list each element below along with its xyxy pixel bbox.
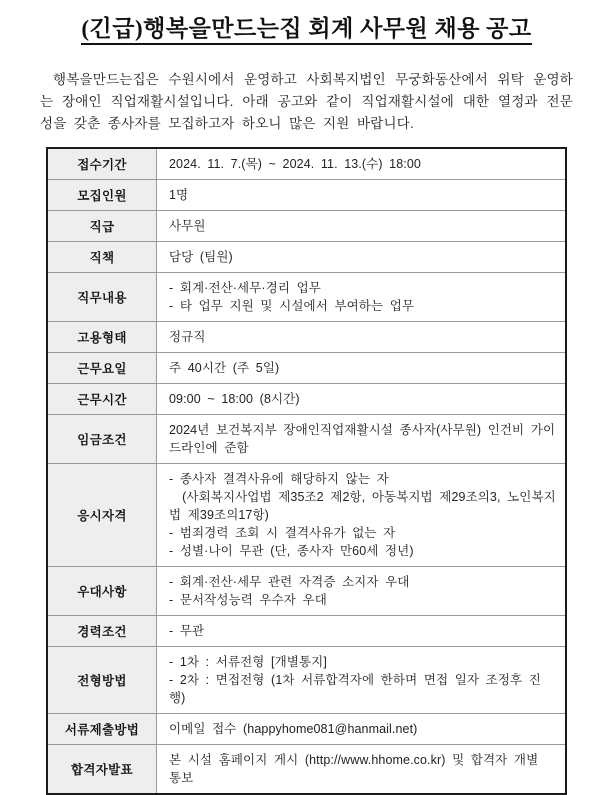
- row-label: 우대사항: [47, 566, 157, 615]
- value-line: 정규직: [169, 329, 206, 344]
- value-line: 2024. 11. 7.(목) ~ 2024. 11. 13.(수) 18:00: [169, 156, 421, 171]
- row-value: [157, 615, 567, 646]
- table-row: [47, 210, 566, 241]
- row-label: 근무시간: [47, 383, 157, 414]
- row-value: [157, 463, 567, 566]
- value-line: - 타 업무 지원 및 시설에서 부여하는 업무: [169, 298, 415, 313]
- value-line: - 범죄경력 조회 시 결격사유가 없는 자: [169, 525, 396, 540]
- table-row: [47, 744, 566, 794]
- row-label: 전형방법: [47, 646, 157, 713]
- page-title-text: (긴급)행복을만드는집 회계 사무원 채용 공고: [81, 16, 531, 45]
- row-label: 고용형태: [47, 321, 157, 352]
- row-value: [157, 352, 567, 383]
- row-label: 응시자격: [47, 463, 157, 566]
- value-line: - 성별·나이 무관 (단, 종사자 만60세 정년): [169, 543, 414, 558]
- value-line: - 종사자 결격사유에 해당하지 않는 자: [169, 471, 389, 486]
- row-label: 경력조건: [47, 615, 157, 646]
- table-row: [47, 615, 566, 646]
- table-row: [47, 179, 566, 210]
- value-line: 1명: [169, 187, 189, 202]
- table-row: [47, 713, 566, 744]
- row-value: [157, 148, 567, 180]
- table-row: [47, 463, 566, 566]
- row-value: [157, 321, 567, 352]
- value-line: - 회계·전산·세무 관련 자격증 소지자 우대: [169, 574, 410, 589]
- row-label: 직책: [47, 241, 157, 272]
- row-value: [157, 713, 567, 744]
- value-line: - 회계·전산·세무·경리 업무: [169, 280, 321, 295]
- table-row: [47, 383, 566, 414]
- row-value: [157, 414, 567, 463]
- value-line: 담당 (팀원): [169, 249, 233, 264]
- row-value: [157, 210, 567, 241]
- value-line: 사무원: [169, 218, 206, 233]
- value-line: 09:00 ~ 18:00 (8시간): [169, 391, 300, 406]
- value-line: - 2차 : 면접전형 (1차 서류합격자에 한하며 면접 일자 조정후 진행): [169, 672, 541, 705]
- row-label: 접수기간: [47, 148, 157, 180]
- value-line: 2024년 보건복지부 장애인직업재활시설 종사자(사무원) 인건비 가이드라인에 준함: [169, 422, 556, 455]
- table-row: [47, 321, 566, 352]
- table-row: [47, 241, 566, 272]
- table-row: [47, 566, 566, 615]
- row-value: [157, 646, 567, 713]
- value-line: - 무관: [169, 623, 205, 638]
- value-line: 주 40시간 (주 5일): [169, 360, 280, 375]
- row-value: [157, 383, 567, 414]
- job-posting-table: [46, 147, 567, 795]
- row-label: 모집인원: [47, 179, 157, 210]
- table-row: [47, 414, 566, 463]
- intro-paragraph: 행복을만드는집은 수원시에서 운영하고 사회복지법인 무궁화동산에서 위탁 운영하는 장애인 직업재활시설입니다. 아래 공고와 같이 직업재활시설에 대한 열정과 전문성을 갖춘 종사자를 모집하고자 하오니 많은 지원 바랍니다.: [40, 71, 573, 131]
- row-value: [157, 241, 567, 272]
- table-row: [47, 148, 566, 180]
- row-value: [157, 179, 567, 210]
- row-label: 직급: [47, 210, 157, 241]
- table-row: [47, 272, 566, 321]
- table-row: [47, 352, 566, 383]
- value-line: - 문서작성능력 우수자 우대: [169, 592, 327, 607]
- value-line: - 1차 : 서류전형 [개별통지]: [169, 654, 327, 669]
- job-posting-table-body: [47, 148, 566, 794]
- row-label: 근무요일: [47, 352, 157, 383]
- row-value: [157, 272, 567, 321]
- page-title: [0, 14, 613, 44]
- row-value: [157, 566, 567, 615]
- row-label: 합격자발표: [47, 744, 157, 794]
- value-line: 본 시설 홈페이지 게시 (http://www.hhome.co.kr) 및 합격자 개별 통보: [169, 752, 545, 785]
- value-line: (사회복지사업법 제35조2 제2항, 아동복지법 제29조의3, 노인복지법 제39조의17항): [169, 489, 556, 522]
- value-line: 이메일 접수 (happyhome081@hanmail.net): [169, 721, 418, 736]
- row-label: 서류제출방법: [47, 713, 157, 744]
- row-label: 직무내용: [47, 272, 157, 321]
- table-row: [47, 646, 566, 713]
- row-label: 임금조건: [47, 414, 157, 463]
- row-value: [157, 744, 567, 794]
